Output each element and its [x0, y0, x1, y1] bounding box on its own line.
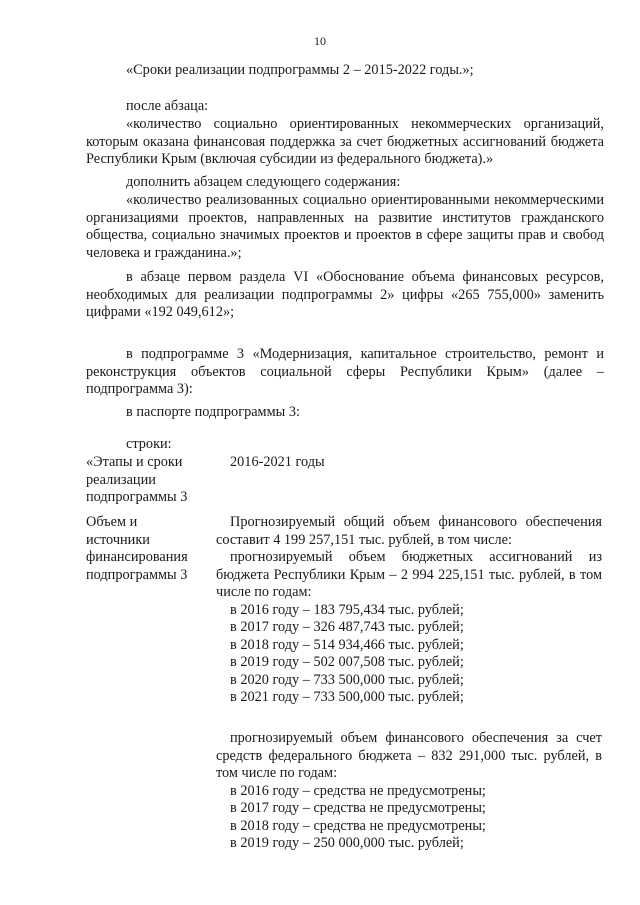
budget-intro: прогнозируемый объем бюджетных ассигнований из бюджета Республики Крым – 2 994 225,151 тыс. рублей, в том числе по годам:: [216, 549, 602, 600]
row-stages-value: [216, 454, 602, 472]
row-funding-federal: [216, 730, 602, 853]
paragraph-lines: строки:: [126, 436, 172, 452]
paragraph-subprogram2-terms: «Сроки реализации подпрограммы 2 – 2015-2022 годы.»;: [126, 62, 474, 78]
budget-year-item: в 2018 году – 514 934,466 тыс. рублей;: [230, 636, 464, 653]
label-line: подпрограммы 3: [86, 566, 188, 583]
row-funding-value: [216, 514, 602, 707]
label-line: Объем и: [86, 514, 138, 530]
label-line: подпрограммы 3: [86, 489, 188, 505]
federal-year-item: в 2018 году – средства не предусмотрены;: [230, 817, 486, 834]
label-line: «Этапы и сроки: [86, 454, 183, 470]
paragraph-add-paragraph: дополнить абзацем следующего содержания:: [126, 174, 401, 190]
stages-value-text: 2016-2021 годы: [230, 454, 325, 470]
federal-intro: прогнозируемый объем финансового обеспечения за счет средств федерального бюджета – 832 291,000 тыс. рублей, в том числе по годам:: [216, 730, 602, 781]
budget-year-item: в 2021 году – 733 500,000 тыс. рублей;: [230, 689, 464, 705]
budget-year-item: в 2019 году – 502 007,508 тыс. рублей;: [230, 654, 464, 670]
funding-total: Прогнозируемый общий объем финансового обеспечения составит 4 199 257,151 тыс. рублей, в том числе:: [216, 514, 602, 548]
federal-year-item: в 2016 году – средства не предусмотрены;: [230, 782, 486, 799]
paragraph-quoted-indicator: «количество социально ориентированных некоммерческих организаций, которым оказана финансовая поддержка за счет бюджетных ассигнований бюджета Республики Крым (включая субсидии из федерального бюджета).»: [86, 116, 604, 167]
budget-year-item: в 2020 году – 733 500,000 тыс. рублей;: [230, 671, 464, 688]
paragraph-new-indicator: «количество реализованных социально ориентированными некоммерческими организациями проектов, направленных на развитие институтов гражданского общества, социально значимых проектов и проектов в сфере защиты прав и свобод человека и гражданина.»;: [86, 192, 604, 261]
row-funding-label: [86, 514, 206, 584]
paragraph-passport: в паспорте подпрограммы 3:: [126, 404, 300, 420]
federal-year-item: в 2019 году – 250 000,000 тыс. рублей;: [230, 835, 464, 851]
budget-year-item: в 2016 году – 183 795,434 тыс. рублей;: [230, 601, 464, 618]
label-line: финансирования: [86, 549, 188, 565]
paragraph-after-paragraph: после абзаца:: [126, 98, 209, 114]
federal-year-item: в 2017 году – средства не предусмотрены;: [230, 800, 486, 816]
page-number: 10: [314, 34, 326, 48]
row-stages-label: [86, 454, 206, 507]
label-line: реализации: [86, 471, 156, 488]
paragraph-subprogram3: в подпрограмме 3 «Модернизация, капитальное строительство, ремонт и реконструкция объектов социальной сферы Республики Крым» (далее – подпрограмма 3):: [86, 346, 604, 397]
label-line: источники: [86, 531, 150, 548]
paragraph-section-vi: в абзаце первом раздела VI «Обоснование объема финансовых ресурсов, необходимых для реализации подпрограммы 2» цифры «265 755,000» заменить цифрами «192 049,612»;: [86, 269, 604, 320]
budget-year-item: в 2017 году – 326 487,743 тыс. рублей;: [230, 619, 464, 635]
